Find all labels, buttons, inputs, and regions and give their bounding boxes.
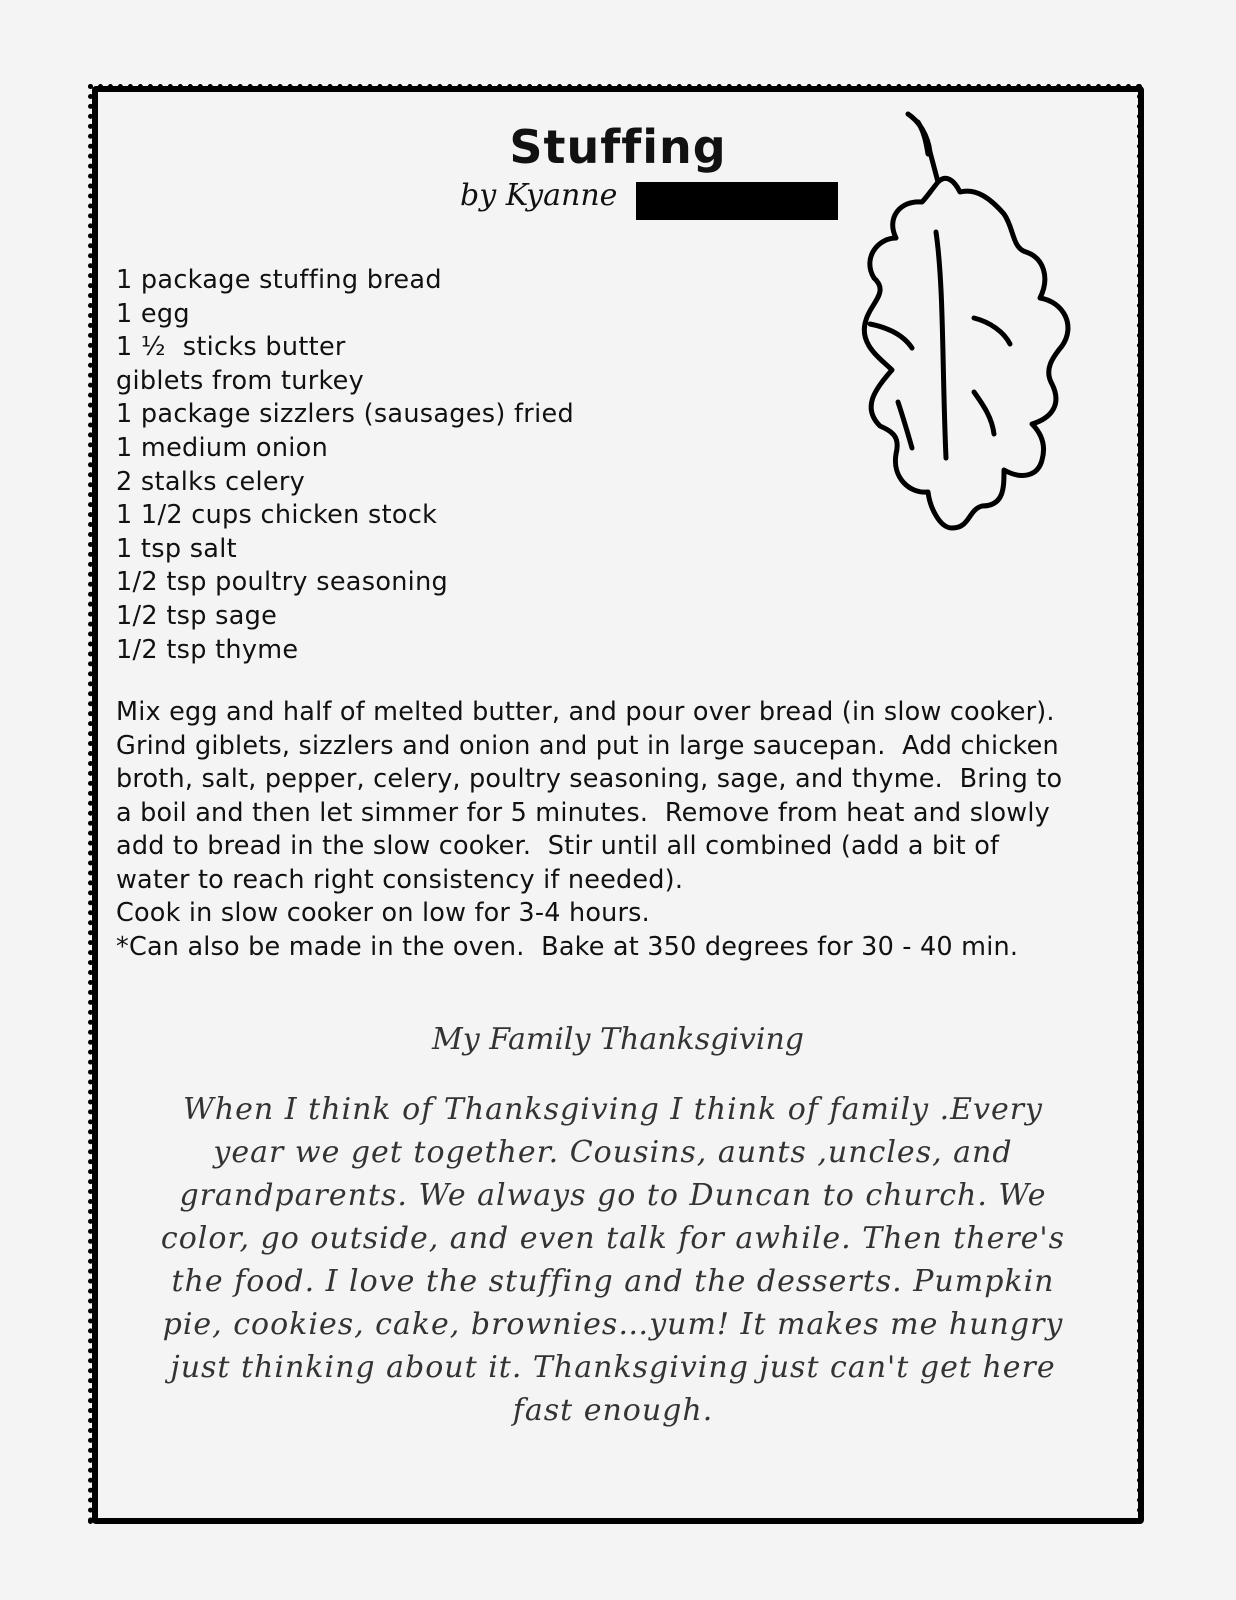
ingredient: 1/2 tsp thyme <box>116 634 299 665</box>
ingredient: 2 stalks celery <box>116 466 306 497</box>
instructions <box>116 696 1062 964</box>
essay-line: fast enough. <box>512 1393 714 1428</box>
instruction-line: water to reach right consistency if needed). <box>116 864 684 895</box>
oak-leaf-icon <box>800 108 1080 558</box>
recipe-byline: by Kyanne <box>460 178 618 213</box>
instruction-line: broth, salt, pepper, celery, poultry seasoning, sage, and thyme. Bring to <box>116 764 1063 794</box>
instruction-line: Cook in slow cooker on low for 3-4 hours. <box>116 898 650 928</box>
essay-line: year we get together. Cousins, aunts ,uncles, and <box>213 1135 1013 1170</box>
essay-line: When I think of Thanksgiving I think of family .Every <box>182 1092 1043 1127</box>
ingredient: 1 package stuffing bread <box>116 265 442 295</box>
ingredient: 1 1/2 cups chicken stock <box>116 500 438 531</box>
essay-line: pie, cookies, cake, brownies…yum! It makes me hungry <box>162 1307 1064 1342</box>
recipe-title: Stuffing <box>509 120 727 174</box>
ingredient: 1 medium onion <box>116 432 329 463</box>
essay-title: My Family Thanksgiving <box>432 1022 804 1057</box>
instruction-line: *Can also be made in the oven. Bake at 350 degrees for 30 - 40 min. <box>116 931 1019 962</box>
ingredient: giblets from turkey <box>116 365 365 396</box>
instruction-line: add to bread in the slow cooker. Stir until all combined (add a bit of <box>116 831 1000 861</box>
essay-line: color, go outside, and even talk for awhile. Then there's <box>160 1221 1066 1256</box>
essay-line: grandparents. We always go to Duncan to church. We <box>179 1178 1047 1213</box>
ingredient: 1/2 tsp sage <box>116 600 278 631</box>
ingredient: 1 tsp salt <box>116 533 237 564</box>
instruction-line: Mix egg and half of melted butter, and pour over bread (in slow cooker). <box>116 697 1055 727</box>
instruction-line: a boil and then let simmer for 5 minutes. Remove from heat and slowly <box>116 797 1050 828</box>
instruction-line: Grind giblets, sizzlers and onion and put in large saucepan. Add chicken <box>116 730 1059 761</box>
ingredient: 1 package sizzlers (sausages) fried <box>116 399 574 430</box>
essay-line: the food. I love the stuffing and the desserts. Pumpkin <box>171 1264 1055 1299</box>
ingredient: 1 egg <box>116 298 190 329</box>
ingredient: 1 ½ sticks butter <box>116 332 346 363</box>
essay-line: just thinking about it. Thanksgiving just can't get here <box>170 1350 1056 1385</box>
ingredient: 1/2 tsp poultry seasoning <box>116 567 449 598</box>
ingredients-list <box>116 264 574 667</box>
essay-body <box>116 1088 1110 1432</box>
